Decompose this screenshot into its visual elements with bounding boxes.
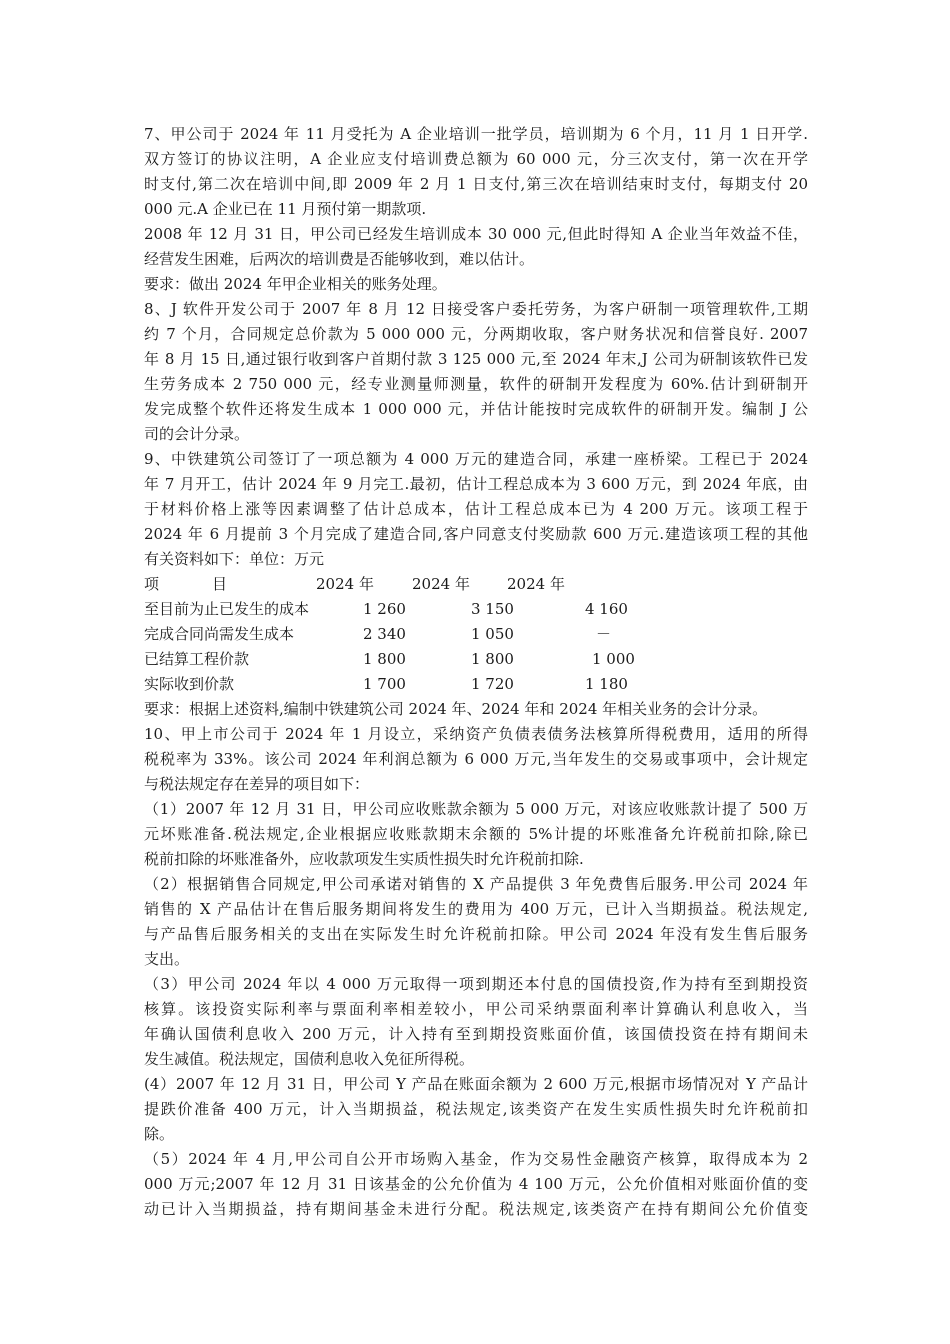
table-header-row [144,572,808,597]
table-row [144,622,808,647]
paragraph-line: 7、甲公司于 2024 年 11 月受托为 A 企业培训一批学员，培训期为 6 个月，11 月 1 日开学. [144,125,808,143]
document-page [144,122,808,1222]
table-cell: 1 800 [363,650,406,668]
paragraph-line: 2024 年 6 月提前 3 个月完成了建造合同,客户同意支付奖励款 600 万元.建造该项工程的其他 [144,525,808,543]
cost-table [144,572,808,697]
paragraph-line: 000 元.A 企业已在 11 月预付第一期款项. [144,200,427,218]
question-9 [144,447,808,722]
question-10 [144,722,808,1222]
table-row [144,672,808,697]
table-cell: 已结算工程价款 [144,650,250,668]
requirement-line: 要求：根据上述资料,编制中铁建筑公司 2024 年、2024 年和 2024 年相关业务的会计分录。 [144,700,768,718]
table-cell: 实际收到价款 [144,675,235,693]
paragraph-line: 2008 年 12 月 31 日，甲公司已经发生培训成本 30 000 元,但此时得知 A 企业当年效益不佳， [144,225,808,243]
table-header-cell: 2024 年 [412,575,470,593]
paragraph-line: 核算。该投资实际利率与票面利率相差较小，甲公司采纳票面利率计算确认利息收入，当 [144,1000,808,1018]
paragraph-line: 税税率为 33%。该公司 2024 年利润总额为 6 000 万元,当年发生的交易或事项中，会计规定 [144,750,808,768]
table-cell: 1 000 [592,650,635,668]
table-header-cell: 2024 年 [507,575,565,593]
paragraph-line: 支出。 [144,950,190,968]
paragraph-line: 8、J 软件开发公司于 2007 年 8 月 12 日接受客户委托劳务，为客户研制一项管理软件,工期 [144,300,808,318]
paragraph-line: 有关资料如下：单位：万元 [144,550,325,568]
paragraph-line: 9、中铁建筑公司签订了一项总额为 4 000 万元的建造合同，承建一座桥梁。工程已于 2024 [144,450,808,468]
table-cell: 1 800 [471,650,514,668]
paragraph-line: 生劳务成本 2 750 000 元，经专业测量师测量，软件的研制开发程度为 60%.估计到研制开 [144,375,808,393]
table-cell: 至目前为止已发生的成本 [144,600,310,618]
table-cell: 1 260 [363,600,406,618]
paragraph-line: （5）2024 年 4 月,甲公司自公开市场购入基金，作为交易性金融资产核算，取得成本为 2 [144,1150,808,1168]
table-cell: 4 160 [585,600,628,618]
table-row [144,597,808,622]
requirement-line: 要求：做出 2024 年甲企业相关的账务处理。 [144,275,447,293]
table-cell: 1 720 [471,675,514,693]
paragraph-line: 年确认国债利息收入 200 万元，计入持有至到期投资账面价值，该国债投资在持有期间未 [144,1025,808,1043]
table-header-cell: 目 [212,575,228,593]
paragraph-line: 发生减值。税法规定，国债利息收入免征所得税。 [144,1050,475,1068]
table-cell: 完成合同尚需发生成本 [144,625,295,643]
paragraph-line: 司的会计分录。 [144,425,250,443]
paragraph-line: （3）甲公司 2024 年以 4 000 万元取得一项到期还本付息的国债投资,作为持有至到期投资 [144,975,808,993]
paragraph-line: (4）2007 年 12 月 31 日，甲公司 Y 产品在账面余额为 2 600 万元,根据市场情况对 Y 产品计 [144,1075,808,1093]
paragraph-line: 约 7 个月，合同规定总价款为 5 000 000 元，分两期收取，客户财务状况和信誉良好. 2007 [144,325,808,343]
paragraph-line: 10、甲上市公司于 2024 年 1 月设立，采纳资产负债表债务法核算所得税费用，适用的所得 [144,725,808,743]
table-cell: 3 150 [471,600,514,618]
table-cell: 1 700 [363,675,406,693]
paragraph-line: 年 7 月开工，估计 2024 年 9 月完工.最初，估计工程总成本为 3 600 万元，到 2024 年底，由 [144,475,808,493]
paragraph-line: 于材料价格上涨等因素调整了估计总成本，估计工程总成本已为 4 200 万元。该项工程于 [144,500,808,518]
question-7 [144,122,808,297]
table-cell: － [596,625,612,643]
paragraph-line: 销售的 X 产品估计在售后服务期间将发生的费用为 400 万元，已计入当期损益。税法规定, [144,900,808,918]
paragraph-line: 税前扣除的坏账准备外，应收款项发生实质性损失时允许税前扣除. [144,850,584,868]
table-header-cell: 项 [144,575,160,593]
paragraph-line: 年 8 月 15 日,通过银行收到客户首期付款 3 125 000 元,至 2024 年末,J 公司为研制该软件已发 [144,350,808,368]
question-8 [144,297,808,447]
table-cell: 2 340 [363,625,406,643]
paragraph-line: 与税法规定存在差异的项目如下： [144,775,370,793]
paragraph-line: 双方签订的协议注明，A 企业应支付培训费总额为 60 000 元，分三次支付，第一次在开学 [144,150,808,168]
paragraph-line: 经营发生困难，后两次的培训费是否能够收到，难以估计。 [144,250,535,268]
paragraph-line: 与产品售后服务相关的支出在实际发生时允许税前扣除。甲公司 2024 年没有发生售后服务 [144,925,808,943]
paragraph-line: （1）2007 年 12 月 31 日，甲公司应收账款余额为 5 000 万元，对该应收账款计提了 500 万 [144,800,808,818]
table-header-cell: 2024 年 [316,575,374,593]
paragraph-line: 提跌价准备 400 万元，计入当期损益，税法规定,该类资产在发生实质性损失时允许税前扣 [144,1100,808,1118]
paragraph-line: 元坏账准备.税法规定,企业根据应收账款期末余额的 5%计提的坏账准备允许税前扣除,除已 [144,825,808,843]
table-row [144,647,808,672]
paragraph-line: 除。 [144,1125,175,1143]
table-cell: 1 050 [471,625,514,643]
table-cell: 1 180 [585,675,628,693]
paragraph-line: 时支付,第二次在培训中间,即 2009 年 2 月 1 日支付,第三次在培训结束时支付，每期支付 20 [144,175,808,193]
paragraph-line: 动已计入当期损益，持有期间基金未进行分配。税法规定,该类资产在持有期间公允价值变 [144,1200,808,1218]
paragraph-line: （2）根据销售合同规定,甲公司承诺对销售的 X 产品提供 3 年免费售后服务.甲公司 2024 年 [144,875,808,893]
paragraph-line: 发完成整个软件还将发生成本 1 000 000 元，并估计能按时完成软件的研制开发。编制 J 公 [144,400,808,418]
paragraph-line: 000 万元;2007 年 12 月 31 日该基金的公允价值为 4 100 万元，公允价值相对账面价值的变 [144,1175,808,1193]
